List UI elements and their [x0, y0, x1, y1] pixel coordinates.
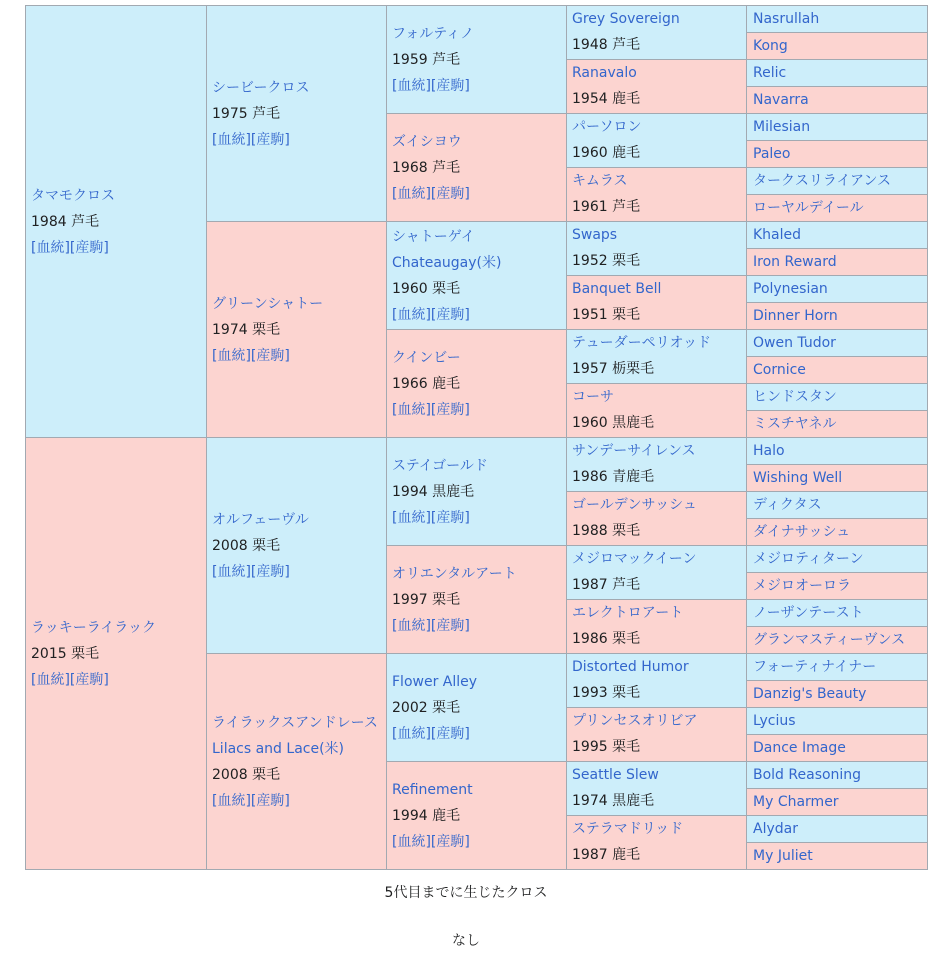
horse-birth-year-color: 1995 栗毛 — [572, 739, 641, 755]
progeny-link[interactable]: 産駒 — [256, 131, 285, 148]
horse-birth-year-color: 1974 黒鹿毛 — [572, 793, 655, 809]
pedigree-cell-gen4-13 — [566, 653, 747, 708]
horse-name-link[interactable]: ダイナサッシュ — [753, 524, 851, 540]
pedigree-cell-gen2-2 — [206, 221, 387, 438]
horse-name-link[interactable]: ステラマドリッド — [572, 821, 684, 837]
horse-name-link[interactable]: My Juliet — [753, 848, 813, 864]
inbreeding-cross-title: 5代目までに生じたクロス — [384, 885, 548, 901]
pedigree-progeny-links: [血統][産駒] — [392, 185, 470, 202]
horse-name-link[interactable]: シービークロス — [212, 79, 310, 96]
pedigree-cell-gen5-3 — [746, 59, 928, 87]
horse-name-link[interactable]: ゴールデンサッシュ — [572, 497, 697, 513]
horse-birth-year-color: 1954 鹿毛 — [572, 91, 641, 107]
pedigree-cell-gen5-29 — [746, 761, 928, 789]
horse-name-link[interactable]: Polynesian — [753, 281, 828, 297]
horse-name-link[interactable]: グリーンシャトー — [212, 295, 324, 312]
pedigree-cell-gen5-31 — [746, 815, 928, 843]
horse-name-link[interactable]: フォルティノ — [392, 25, 475, 42]
pedigree-link[interactable]: 血統 — [36, 239, 65, 256]
horse-name-link[interactable]: キムラス — [572, 173, 628, 189]
pedigree-cell-gen5-12 — [746, 302, 928, 330]
horse-name-link[interactable]: メジロマックイーン — [572, 551, 697, 567]
horse-name-link[interactable]: Kong — [753, 38, 788, 54]
progeny-link[interactable]: 産駒 — [436, 725, 465, 742]
progeny-link[interactable]: 産駒 — [436, 77, 465, 94]
horse-birth-year-color: 1968 芦毛 — [392, 159, 461, 176]
pedigree-cell-gen5-21 — [746, 545, 928, 573]
pedigree-link[interactable]: 血統 — [397, 617, 426, 634]
pedigree-progeny-links: [血統][産駒] — [31, 671, 109, 688]
horse-name-link[interactable]: プリンセスオリビア — [572, 713, 698, 729]
pedigree-progeny-links: [血統][産駒] — [212, 792, 290, 809]
horse-name-link[interactable]: サンデーサイレンス — [572, 443, 696, 459]
pedigree-cell-gen5-17 — [746, 437, 928, 465]
horse-name-link[interactable]: ズイシヨウ — [392, 133, 462, 150]
horse-birth-year-color: 1997 栗毛 — [392, 591, 461, 608]
pedigree-progeny-links: [血統][産駒] — [392, 401, 470, 418]
pedigree-cell-gen5-1 — [746, 5, 928, 33]
pedigree-cell-gen4-5 — [566, 221, 747, 276]
pedigree-link[interactable]: 血統 — [397, 725, 426, 742]
pedigree-progeny-links: [血統][産駒] — [392, 833, 470, 850]
horse-name-link[interactable]: メジロオーロラ — [753, 578, 851, 594]
horse-name-link[interactable]: My Charmer — [753, 794, 839, 810]
pedigree-cell-gen5-2 — [746, 32, 928, 60]
horse-birth-year-color: 1948 芦毛 — [572, 37, 641, 53]
pedigree-progeny-links: [血統][産駒] — [212, 131, 290, 148]
pedigree-cell-gen3-7 — [386, 653, 567, 762]
horse-name-link[interactable]: Grey Sovereign — [572, 11, 680, 27]
horse-birth-year-color: 2015 栗毛 — [31, 645, 100, 662]
pedigree-progeny-links: [血統][産駒] — [392, 617, 470, 634]
horse-name-link[interactable]: メジロティターン — [753, 551, 864, 567]
pedigree-cell-gen4-14 — [566, 707, 747, 762]
horse-birth-year-color: 1960 黒鹿毛 — [572, 415, 655, 431]
horse-name-link[interactable]: フォーティナイナー — [753, 659, 877, 675]
pedigree-cell-gen3-6 — [386, 545, 567, 654]
progeny-link[interactable]: 産駒 — [436, 401, 465, 418]
pedigree-cell-gen1-1 — [25, 5, 207, 438]
pedigree-link[interactable]: 血統 — [397, 77, 426, 94]
pedigree-cell-gen5-26 — [746, 680, 928, 708]
horse-birth-year-color: 1961 芦毛 — [572, 199, 641, 215]
horse-name-link[interactable]: Banquet Bell — [572, 281, 662, 297]
horse-name-link[interactable]: Paleo — [753, 146, 791, 162]
horse-birth-year-color: 1993 栗毛 — [572, 685, 641, 701]
horse-name-link[interactable]: ライラックスアンドレース — [212, 714, 378, 731]
horse-birth-year-color: 1987 鹿毛 — [572, 847, 641, 863]
pedigree-cell-gen2-1 — [206, 5, 387, 222]
pedigree-progeny-links: [血統][産駒] — [392, 509, 470, 526]
pedigree-cell-gen4-2 — [566, 59, 747, 114]
pedigree-progeny-links: [血統][産駒] — [392, 306, 470, 323]
horse-name-link[interactable]: ラッキーライラック — [31, 619, 157, 636]
progeny-link[interactable]: 産駒 — [256, 347, 285, 364]
pedigree-link[interactable]: 血統 — [217, 131, 246, 148]
pedigree-link[interactable]: 血統 — [397, 401, 426, 418]
progeny-link[interactable]: 産駒 — [75, 671, 104, 688]
progeny-link[interactable]: 産駒 — [75, 239, 104, 256]
horse-name-link[interactable]: パーソロン — [572, 119, 642, 135]
horse-name-link[interactable]: Swaps — [572, 227, 618, 243]
horse-name-link[interactable]: Bold Reasoning — [753, 767, 862, 783]
horse-birth-year-color: 2008 栗毛 — [212, 766, 281, 783]
progeny-link[interactable]: 産駒 — [256, 792, 285, 809]
horse-original-name-link[interactable]: Lilacs and Lace(米) — [212, 740, 345, 757]
horse-name-link[interactable]: コーサ — [572, 389, 614, 405]
horse-name-link[interactable]: Alydar — [753, 821, 798, 837]
horse-birth-year-color: 1986 栗毛 — [572, 631, 641, 647]
horse-name-link[interactable]: オルフェーヴル — [212, 511, 309, 528]
pedigree-table — [25, 5, 928, 869]
horse-name-link[interactable]: Distorted Humor — [572, 659, 689, 675]
horse-birth-year-color: 2008 栗毛 — [212, 537, 281, 554]
horse-name-link[interactable]: Khaled — [753, 227, 802, 243]
pedigree-cell-gen5-8 — [746, 194, 928, 222]
pedigree-cell-gen5-10 — [746, 248, 928, 276]
pedigree-cell-gen4-8 — [566, 383, 747, 438]
horse-birth-year-color: 1960 栗毛 — [392, 280, 461, 297]
pedigree-cell-gen2-3 — [206, 437, 387, 654]
pedigree-cell-gen4-12 — [566, 599, 747, 654]
horse-name-link[interactable]: Danzig's Beauty — [753, 686, 867, 702]
pedigree-cell-gen3-2 — [386, 113, 567, 222]
pedigree-cell-gen5-14 — [746, 356, 928, 384]
pedigree-progeny-links: [血統][産駒] — [392, 77, 470, 94]
horse-name-link[interactable]: ステイゴールド — [392, 457, 488, 474]
pedigree-link[interactable]: 血統 — [397, 306, 426, 323]
pedigree-cell-gen5-13 — [746, 329, 928, 357]
pedigree-cell-gen5-16 — [746, 410, 928, 438]
horse-birth-year-color: 1974 栗毛 — [212, 321, 281, 338]
pedigree-cell-gen4-9 — [566, 437, 747, 492]
horse-birth-year-color: 1994 鹿毛 — [392, 807, 461, 824]
horse-name-link[interactable]: クインビー — [392, 349, 461, 366]
horse-name-link[interactable]: オリエンタルアート — [392, 565, 517, 582]
pedigree-cell-gen4-3 — [566, 113, 747, 168]
pedigree-cell-gen5-15 — [746, 383, 928, 411]
pedigree-cell-gen4-16 — [566, 815, 747, 870]
horse-name-link[interactable]: ミスチヤネル — [753, 416, 837, 432]
pedigree-cell-gen5-18 — [746, 464, 928, 492]
pedigree-cell-gen5-11 — [746, 275, 928, 303]
horse-name-link[interactable]: Dance Image — [753, 740, 846, 756]
pedigree-cell-gen3-4 — [386, 329, 567, 438]
pedigree-cell-gen2-4 — [206, 653, 387, 870]
horse-name-link[interactable]: Dinner Horn — [753, 308, 838, 324]
horse-birth-year-color: 1987 芦毛 — [572, 577, 641, 593]
progeny-link[interactable]: 産駒 — [436, 617, 465, 634]
progeny-link[interactable]: 産駒 — [436, 509, 465, 526]
pedigree-cell-gen5-6 — [746, 140, 928, 168]
horse-name-link[interactable]: Flower Alley — [392, 673, 478, 690]
horse-original-name-link[interactable]: Chateaugay(米) — [392, 254, 502, 271]
horse-name-link[interactable]: Navarra — [753, 92, 809, 108]
pedigree-cell-gen5-28 — [746, 734, 928, 762]
horse-name-link[interactable]: Ranavalo — [572, 65, 637, 81]
horse-birth-year-color: 1975 芦毛 — [212, 105, 281, 122]
pedigree-cell-gen4-11 — [566, 545, 747, 600]
pedigree-cell-gen3-8 — [386, 761, 567, 870]
horse-name-link[interactable]: Seattle Slew — [572, 767, 659, 783]
pedigree-cell-gen4-15 — [566, 761, 747, 816]
horse-birth-year-color: 1984 芦毛 — [31, 213, 100, 230]
pedigree-cell-gen1-2 — [25, 437, 207, 870]
horse-name-link[interactable]: ヒンドスタン — [753, 389, 837, 405]
pedigree-link[interactable]: 血統 — [397, 185, 426, 202]
pedigree-cell-gen4-10 — [566, 491, 747, 546]
horse-name-link[interactable]: Nasrullah — [753, 11, 820, 27]
horse-name-link[interactable]: Relic — [753, 65, 787, 81]
horse-name-link[interactable]: シャトーゲイ — [392, 228, 475, 245]
pedigree-cell-gen5-4 — [746, 86, 928, 114]
pedigree-cell-gen5-25 — [746, 653, 928, 681]
progeny-link[interactable]: 産駒 — [436, 185, 465, 202]
horse-name-link[interactable]: タークスリライアンス — [753, 173, 892, 189]
horse-name-link[interactable]: ノーザンテースト — [753, 605, 864, 621]
pedigree-link[interactable]: 血統 — [36, 671, 65, 688]
pedigree-cell-gen4-4 — [566, 167, 747, 222]
horse-birth-year-color: 1952 栗毛 — [572, 253, 641, 269]
progeny-link[interactable]: 産駒 — [436, 306, 465, 323]
pedigree-progeny-links: [血統][産駒] — [212, 563, 290, 580]
horse-name-link[interactable]: ディクタス — [753, 497, 822, 513]
pedigree-link[interactable]: 血統 — [217, 792, 246, 809]
horse-name-link[interactable]: テューダーペリオッド — [572, 335, 712, 351]
pedigree-cell-gen5-30 — [746, 788, 928, 816]
pedigree-link[interactable]: 血統 — [397, 509, 426, 526]
inbreeding-cross-value: なし — [452, 933, 480, 949]
pedigree-cell-gen5-20 — [746, 518, 928, 546]
horse-birth-year-color: 1957 栃栗毛 — [572, 361, 655, 377]
pedigree-link[interactable]: 血統 — [217, 347, 246, 364]
horse-birth-year-color: 1960 鹿毛 — [572, 145, 641, 161]
horse-birth-year-color: 1966 鹿毛 — [392, 375, 461, 392]
pedigree-cell-gen5-19 — [746, 491, 928, 519]
horse-name-link[interactable]: Cornice — [753, 362, 806, 378]
pedigree-progeny-links: [血統][産駒] — [392, 725, 470, 742]
pedigree-progeny-links: [血統][産駒] — [31, 239, 109, 256]
horse-name-link[interactable]: Owen Tudor — [753, 335, 836, 351]
horse-name-link[interactable]: Lycius — [753, 713, 796, 729]
pedigree-cell-gen5-27 — [746, 707, 928, 735]
horse-name-link[interactable]: Iron Reward — [753, 254, 837, 270]
pedigree-link[interactable]: 血統 — [217, 563, 246, 580]
pedigree-cell-gen5-9 — [746, 221, 928, 249]
horse-birth-year-color: 2002 栗毛 — [392, 699, 461, 716]
pedigree-cell-gen5-7 — [746, 167, 928, 195]
horse-name-link[interactable]: タマモクロス — [31, 187, 115, 204]
pedigree-cell-gen5-32 — [746, 842, 928, 870]
horse-name-link[interactable]: エレクトロアート — [572, 605, 684, 621]
pedigree-cell-gen4-6 — [566, 275, 747, 330]
horse-birth-year-color: 1994 黒鹿毛 — [392, 483, 475, 500]
horse-name-link[interactable]: グランマスティーヴンス — [753, 632, 906, 648]
progeny-link[interactable]: 産駒 — [256, 563, 285, 580]
pedigree-cell-gen3-5 — [386, 437, 567, 546]
pedigree-cell-gen5-5 — [746, 113, 928, 141]
pedigree-cell-gen5-24 — [746, 626, 928, 654]
horse-birth-year-color: 1988 栗毛 — [572, 523, 641, 539]
horse-birth-year-color: 1986 青鹿毛 — [572, 469, 655, 485]
pedigree-link[interactable]: 血統 — [397, 833, 426, 850]
horse-name-link[interactable]: Milesian — [753, 119, 811, 135]
pedigree-cell-gen3-1 — [386, 5, 567, 114]
pedigree-cell-gen3-3 — [386, 221, 567, 330]
pedigree-cell-gen4-7 — [566, 329, 747, 384]
horse-birth-year-color: 1951 栗毛 — [572, 307, 641, 323]
horse-name-link[interactable]: Halo — [753, 443, 785, 459]
pedigree-progeny-links: [血統][産駒] — [212, 347, 290, 364]
progeny-link[interactable]: 産駒 — [436, 833, 465, 850]
horse-name-link[interactable]: ローヤルデイール — [753, 200, 864, 216]
pedigree-cell-gen4-1 — [566, 5, 747, 60]
horse-name-link[interactable]: Wishing Well — [753, 470, 843, 486]
horse-name-link[interactable]: Refinement — [392, 781, 473, 798]
horse-birth-year-color: 1959 芦毛 — [392, 51, 461, 68]
pedigree-cell-gen5-22 — [746, 572, 928, 600]
pedigree-cell-gen5-23 — [746, 599, 928, 627]
